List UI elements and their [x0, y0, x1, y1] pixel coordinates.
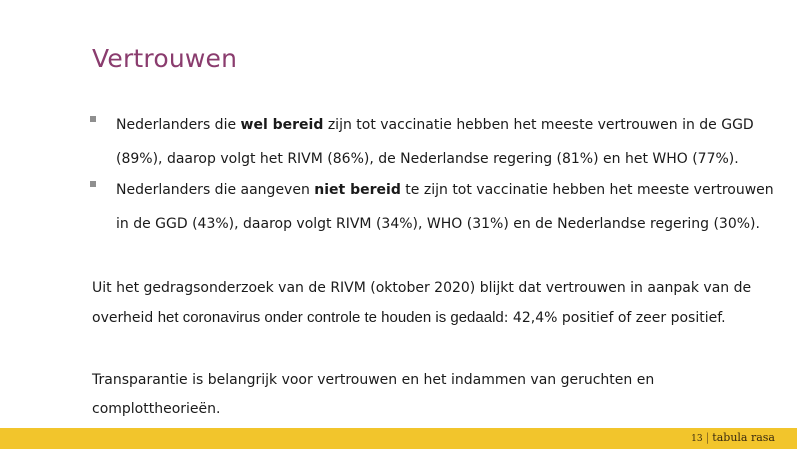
paragraph-part: : 42,4% positief of zeer positief.	[503, 310, 726, 326]
bullet-text-post: te zijn tot vaccinatie hebben het meeste vertrouwen in de GGD (43%), daarop volgt RIVM (34%), WHO (31%) en de Nederlandse regering (30%).	[116, 182, 774, 232]
footer-bar	[0, 428, 797, 449]
brand-name: tabula rasa	[712, 431, 775, 444]
slide-title: Vertrouwen	[92, 44, 238, 73]
paragraph-research	[92, 274, 772, 333]
bullet-item	[90, 108, 780, 176]
bullet-item	[90, 173, 780, 241]
footer-separator: |	[705, 431, 710, 444]
page-number: 13	[691, 434, 703, 444]
bullet-text-pre: Nederlanders die aangeven	[116, 182, 315, 198]
paragraph-part: Uit het gedragsonderzoek van de RIVM (oktober 2020) blijkt dat vertrouwen in aanpak van de overheid	[92, 280, 752, 326]
bullet-text-post: zijn tot vaccinatie hebben het meeste vertrouwen in de GGD (89%), daarop volgt het RIVM (86%), de Nederlandse regering (81%) en het WHO (77%).	[116, 117, 754, 167]
bullet-text-bold: wel bereid	[240, 117, 324, 133]
paragraph-part-highlight: het coronavirus onder controle te houden is gedaald	[157, 309, 504, 326]
bullet-square-icon	[90, 116, 96, 122]
paragraph-transparency: Transparantie is belangrijk voor vertrouwen en het indammen van geruchten en complottheorieën.	[92, 372, 655, 417]
bullet-text-bold: niet bereid	[314, 182, 401, 198]
footer	[691, 431, 775, 444]
bullet-text	[116, 108, 780, 176]
bullet-text-pre: Nederlanders die	[116, 117, 241, 133]
bullet-text	[116, 173, 780, 241]
bullet-square-icon	[90, 181, 96, 187]
